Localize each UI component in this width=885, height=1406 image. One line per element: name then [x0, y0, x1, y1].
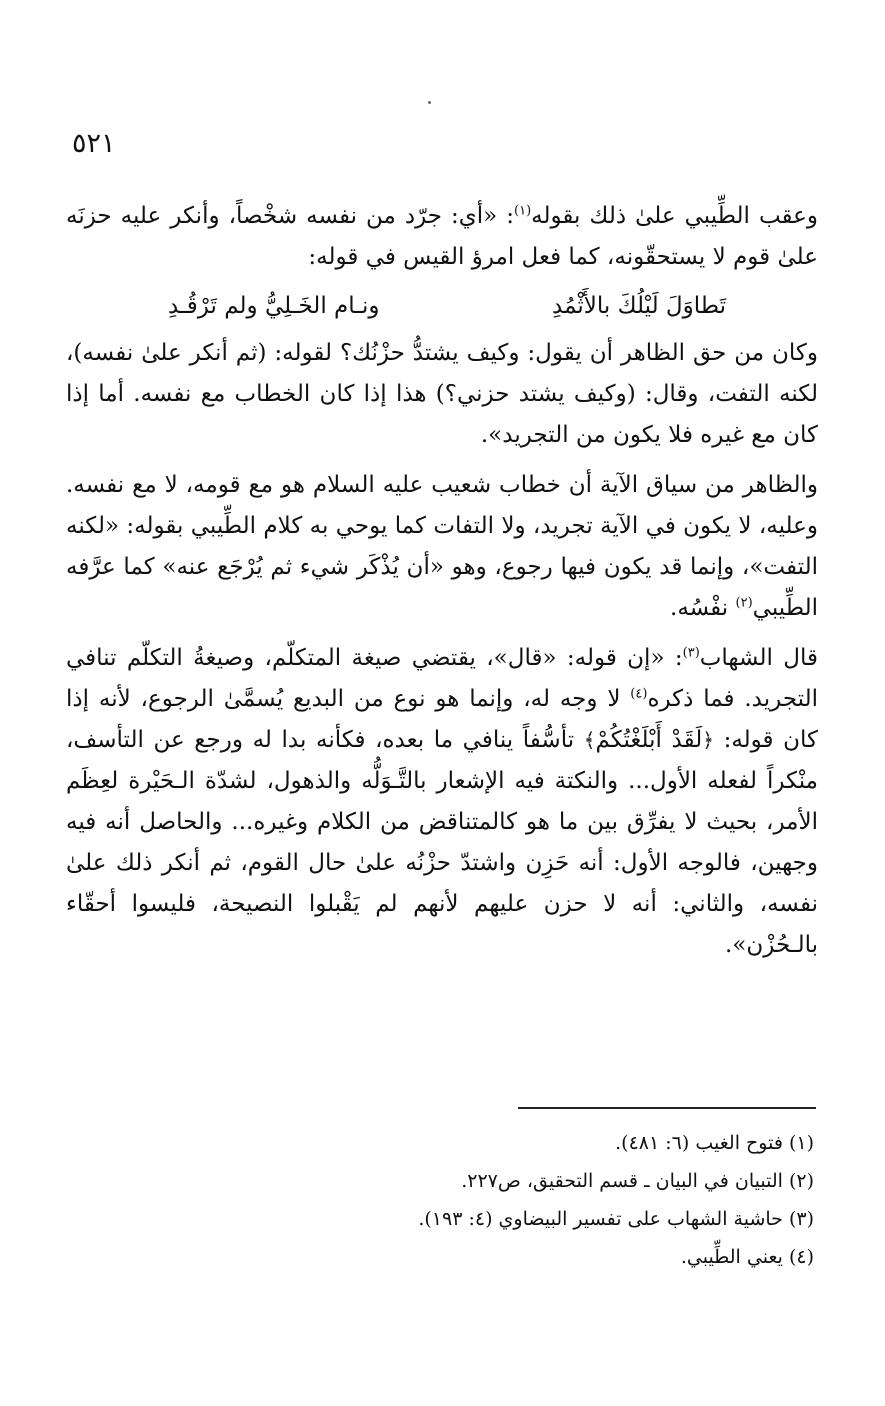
paragraph-1-text-a: وعقب الطِّيبي علىٰ ذلك بقوله	[531, 203, 818, 229]
page-number: ٥٢١	[72, 128, 116, 159]
paragraph-3-text-b: نفْسُه.	[670, 595, 736, 621]
paragraph-4-text-b: : «إن قوله: «قال»، يقتضي صيغة المتكلّم، وصيغةُ التكلّم تنافي التجريد. فما ذكره	[66, 645, 819, 712]
footnotes	[66, 1124, 814, 1276]
paragraph-3	[66, 465, 818, 629]
footnote-3: (٣) حاشية الشهاب على تفسير البيضاوي (٤: ١٩٣).	[418, 1208, 814, 1230]
verse-first-hemistich: تَطاوَلَ لَيْلُكَ بالأَثْمُدِ	[552, 293, 726, 319]
paragraph-1	[66, 196, 818, 278]
footnote-1: (١) فتوح الغيب (٦: ٤٨١).	[615, 1132, 814, 1154]
scan-speck	[428, 101, 431, 104]
footnote-ref-1: (١)	[514, 203, 532, 219]
poetry-verse	[66, 283, 818, 329]
paragraph-4-text-d: تأسُّفاً ينافي ما بعده، فكأنه بدا له ورجع عن التأسف، منْكراً لفعله الأول... والنكتة فيه الإشعار بالتَّـوَلُّه والذهول، لشدّة الـحَيْرة لعِظَم الأمر، بحيث لا يفرِّق بين ما هو كالمتناقض من الكلام وغيره... والحاصل أنه فيه وجهين، فالوجه الأول: أنه حَزِن واشتدّ حزْنُه علىٰ حال القوم، ثم أنكر ذلك علىٰ نفسه، والثاني: أنه لا حزن عليهم لأنهم لم يَقْبلوا النصيحة، فليسوا أحقّاء بالـحُزْن».	[66, 727, 818, 958]
paragraph-4-text-c: لا وجه له، وإنما هو نوع من البديع يُسمَّىٰ الرجوع، لأنه إذا كان قوله:	[66, 686, 818, 753]
footnote-separator	[518, 1107, 816, 1109]
paragraph-4	[66, 638, 818, 966]
quran-close-bracket: ﴾	[583, 728, 596, 752]
footnote-ref-3: (٣)	[682, 645, 700, 661]
footnote-ref-2: (٢)	[735, 595, 753, 611]
footnote-2: (٢) التبيان في البيان ـ قسم التحقيق، ص٢٢٧.	[461, 1170, 814, 1192]
main-text	[66, 196, 818, 966]
paragraph-1-text-b: : «أي: جرّد من نفسه شخْصاً، وأنكر عليه حزنَه علىٰ قوم لا يستحقّونه، كما فعل امرؤ القيس في قوله:	[66, 203, 818, 270]
footnote-4: (٤) يعني الطِّيبي.	[680, 1246, 814, 1268]
quran-open-bracket: ﴿	[702, 728, 714, 752]
verse-second-hemistich: ونـام الخَـلِيُّ ولم تَرْقُـدِ	[168, 293, 380, 319]
footnote-ref-4: (٤)	[630, 686, 648, 702]
paragraph-3-text-a: والظاهر من سياق الآية أن خطاب شعيب عليه السلام هو مع قومه، لا مع نفسه. وعليه، لا يكون في الآية تجريد، ولا التفات كما يوحي به كلام الطِّيبي بقوله: «لكنه التفت»، وإنما قد يكون فيها رجوع، وهو «أن يُذْكَر شيء ثم يُرْجَع عنه» كما عرَّفه الطِّيبي	[66, 472, 818, 621]
paragraph-4-text-a: قال الشهاب	[699, 645, 819, 671]
quran-quote: لَقَدْ أَبْلَغْتُكُمْ	[595, 727, 703, 753]
paragraph-2: وكان من حق الظاهر أن يقول: وكيف يشتدُّ حزْنُك؟ لقوله: (ثم أنكر علىٰ نفسه)، لكنه التفت، وقال: (وكيف يشتد حزني؟) هذا إذا كان الخطاب مع نفسه. أما إذا كان مع غيره فلا يكون من التجريد».	[66, 340, 818, 448]
